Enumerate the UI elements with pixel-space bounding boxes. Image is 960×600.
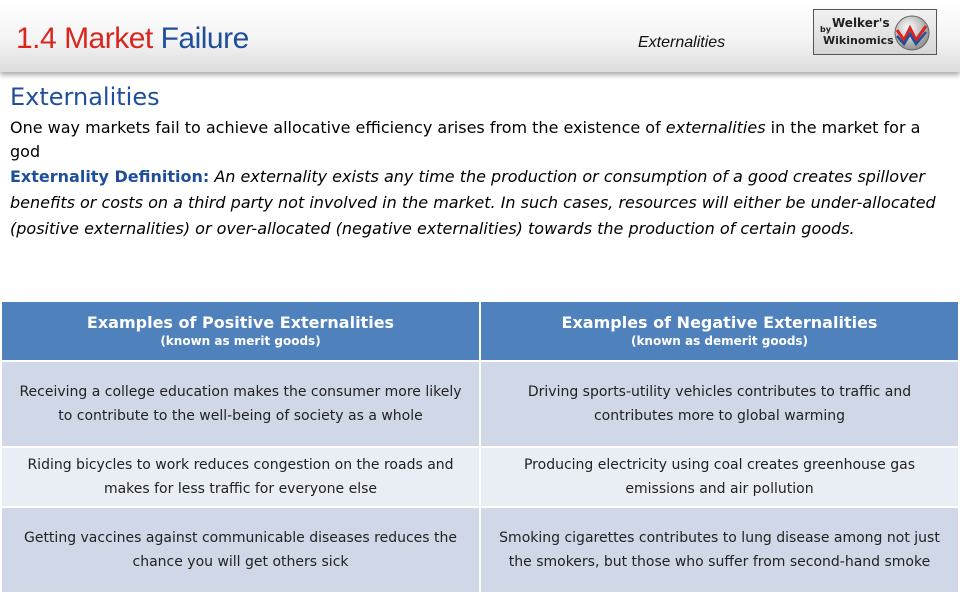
positive-example-cell: Riding bicycles to work reduces congestion on the roads and makes for less traffic for everyone else <box>1 447 480 507</box>
intro-paragraph <box>10 116 950 164</box>
logo-line1: Welker's <box>832 16 890 30</box>
logo-globe-icon <box>892 14 932 52</box>
title-number: 1.4 <box>16 22 57 55</box>
table-row <box>1 361 959 447</box>
negative-example-cell: Driving sports-utility vehicles contributes to traffic and contributes more to global warming <box>480 361 959 447</box>
header-positive <box>1 301 480 361</box>
intro-text-start: One way markets fail to achieve allocative efficiency arises from the existence of <box>10 118 666 137</box>
negative-example-cell: Smoking cigarettes contributes to lung disease among not just the smokers, but those who suffer from second-hand smoke <box>480 507 959 593</box>
slide-title <box>16 22 249 56</box>
intro-italic-term: externalities <box>665 118 766 137</box>
externalities-table <box>0 300 960 594</box>
header-positive-title: Examples of Positive Externalities <box>86 313 395 332</box>
logo-line2: Wikinomics <box>823 34 894 47</box>
title-word-market: Market <box>64 22 153 55</box>
title-word-failure: Failure <box>160 22 249 55</box>
header-negative <box>480 301 959 361</box>
slide-header <box>0 0 960 72</box>
table-row <box>1 447 959 507</box>
table-header-row <box>1 301 959 361</box>
positive-example-cell: Receiving a college education makes the consumer more likely to contribute to the well-being of society as a whole <box>1 361 480 447</box>
header-positive-sub: (known as merit goods) <box>160 334 321 348</box>
wikinomics-logo <box>813 9 937 55</box>
positive-example-cell: Getting vaccines against communicable diseases reduces the chance you will get others sick <box>1 507 480 593</box>
definition-paragraph <box>10 164 950 242</box>
definition-label: Externality Definition: <box>10 167 210 186</box>
table-row <box>1 507 959 593</box>
definition-text: An externality exists any time the production or consumption of a good creates spillover benefits or costs on a third party not involved in the market. In such cases, resources will either be under-allocated (positive externalities) or over-allocated (negative externalities) towards the production of certain goods. <box>10 167 936 238</box>
section-heading: Externalities <box>10 83 160 111</box>
intro-text-end: in the market for a god <box>10 118 921 161</box>
header-negative-sub: (known as demerit goods) <box>630 334 809 348</box>
content-area <box>10 82 950 242</box>
slide-subtitle: Externalities <box>638 34 726 51</box>
logo-by: by <box>820 25 831 34</box>
negative-example-cell: Producing electricity using coal creates greenhouse gas emissions and air pollution <box>480 447 959 507</box>
header-negative-title: Examples of Negative Externalities <box>561 313 878 332</box>
